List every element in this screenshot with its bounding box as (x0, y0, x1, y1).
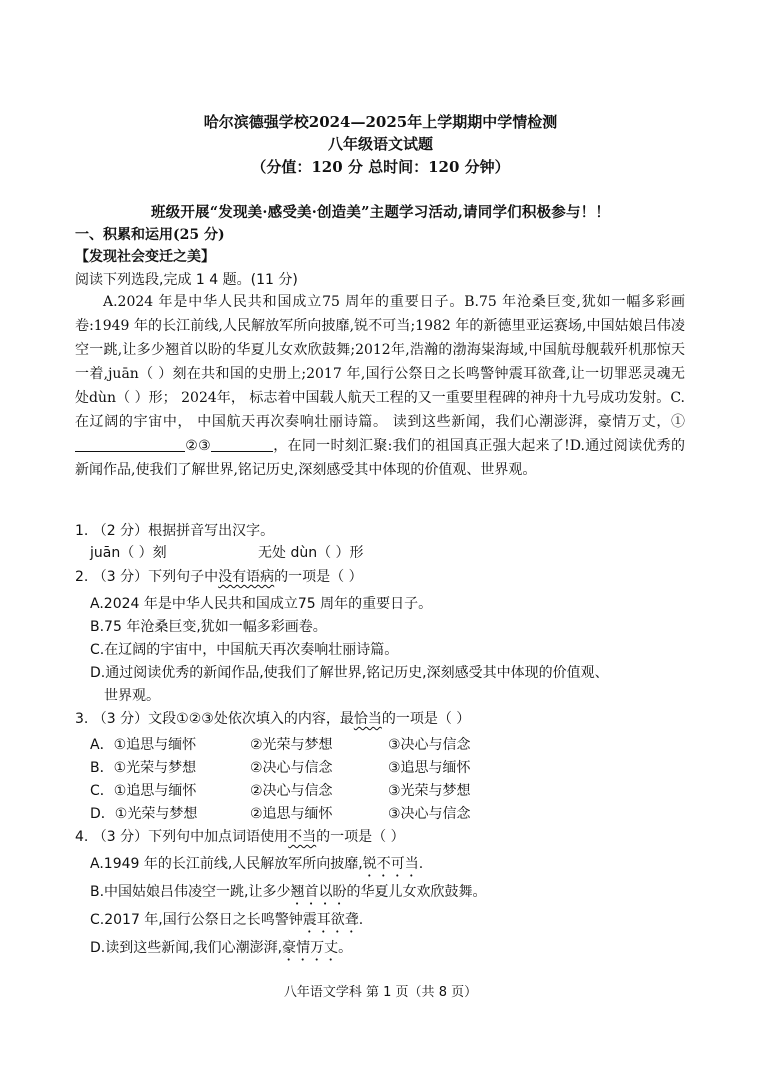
q3-option-b[interactable]: B．①光荣与梦想 (90, 760, 197, 776)
section-subtitle: 【发现社会变迁之美】 (75, 249, 215, 265)
q2-option-a[interactable]: A.2024 年是中华人民共和国成立75 周年的重要日子。 (90, 596, 433, 612)
q3-option-c-3: ③光荣与梦想 (388, 783, 471, 799)
q2-option-b[interactable]: B.75 年沧桑巨变,犹如一幅多彩画卷。 (90, 619, 327, 635)
passage-part-1: A.2024 年是中华人民共和国成立75 周年的重要日子。B.75 年沧桑巨变,犹如一幅多彩画卷:1949 年的长江前线,人民解放军所向披靡,锐不可当;1982 年的新德里亚运赛场,中国姑娘吕伟凌空一跳,让多少翘首以盼的华夏儿女欢欣鼓舞;2012年,浩瀚的渤海粜海域,中国航母舰载歼机那惊天一着, (75, 294, 685, 382)
q3-option-d-2: ②追思与缅怀 (250, 806, 333, 822)
score-info: （分值：120 分 总时间：120 分钟） (251, 158, 510, 176)
q3-option-b-2: ②决心与信念 (250, 760, 333, 776)
q4-option-c[interactable]: C.2017 年,国行公祭日之长鸣警钟震耳欲聋. (90, 912, 364, 928)
q4-stem: 4. （3 分）下列句中加点词语使用不当的一项是（ ） (75, 829, 405, 845)
q2-stem: 2. （3 分）下列句子中没有语病的一项是（ ） (75, 569, 363, 585)
q3-option-d-3: ③决心与信念 (388, 806, 471, 822)
section-title: 一、积累和运用(25 分) (75, 227, 225, 243)
passage-part-2: 刻在共和国的史册上;2017 年,国行公祭日之长鸣警钟震耳欲聋,让一切罪恶灵魂无处 (75, 366, 686, 406)
q3-option-b-3: ③追思与缅怀 (388, 760, 471, 776)
q3-option-a[interactable]: A．①追思与缅怀 (90, 737, 197, 753)
q1-answer-dun[interactable]: 无处 dùn（ ）形 (258, 545, 364, 561)
q1-stem: 1. （2 分）根据拼音写出汉字。 (75, 523, 275, 539)
q4-b-dotted: 翘首以盼 (290, 884, 347, 900)
q4-c-dotted: 震耳欲聋 (302, 912, 359, 928)
q3-stem: 3. （3 分）文段①②③处依次填入的内容，最恰当的一项是（ ） (75, 711, 471, 727)
blank-1[interactable] (75, 437, 185, 452)
q3-option-c[interactable]: C．①追思与缅怀 (90, 783, 197, 799)
activity-theme: 班级开展“发现美·感受美·创造美”主题学习活动,请同学们积极参与！！ (150, 204, 611, 221)
q4-d-dotted: 豪情万丈 (282, 940, 339, 956)
q2-option-c[interactable]: C.在辽阔的宇宙中，中国航天再次奏响壮丽诗篇。 (90, 642, 399, 658)
page-footer: 八年语文学科 第 1 页（共 8 页） (283, 985, 478, 1000)
passage-part-4: ，在同一时刻汇聚:我们的祖国真正强大起来了!D.通过阅读优秀的新闻作品,使我们了解世界,铭记历史,深刻感受其中体现的价值观、世界观。 (75, 438, 685, 478)
subject-title: 八年级语文试题 (327, 135, 433, 153)
passage-part-3: 形； 2024年， 标志着中国载人航天工程的又一重要里程碑的神舟十九号成功发射。C.在辽阔的宇宙中， 中国航天再次奏响壮丽诗篇。 读到这些新闻，我们心潮澎湃，豪情万丈，① (75, 390, 685, 430)
q4-option-b[interactable]: B.中国姑娘吕伟凌空一跳,让多少翘首以盼的华夏儿女欢欣鼓舞。 (90, 884, 487, 900)
q1-answer-juan[interactable]: juān（ ）刻 (90, 545, 167, 561)
blank-3[interactable] (211, 437, 273, 452)
school-title: 哈尔滨德强学校2024—2025年上学期期中学情检测 (203, 113, 558, 131)
reading-passage (75, 290, 685, 482)
q4-emphasis: 不当 (288, 829, 317, 845)
pinyin-blank-dun[interactable]: dùn（ ） (89, 390, 149, 406)
q2-emphasis: 没有语病 (218, 569, 275, 585)
q3-option-a-3: ③决心与信念 (388, 737, 471, 753)
q2-option-d[interactable]: D.通过阅读优秀的新闻作品,使我们了解世界,铭记历史,深刻感受其中体现的价值观、 (90, 665, 609, 681)
q3-option-a-2: ②光荣与梦想 (250, 737, 333, 753)
reading-instruction: 阅读下列选段,完成 1 4 题。(11 分) (75, 272, 298, 288)
q3-emphasis: 恰当 (353, 711, 382, 727)
q3-option-c-2: ②决心与信念 (250, 783, 333, 799)
q2-option-d-cont: 世界观。 (104, 688, 160, 704)
marker-3: ③ (198, 438, 211, 454)
marker-2: ② (185, 438, 199, 454)
q4-a-dotted: 锐不可当 (362, 856, 419, 872)
q4-option-d[interactable]: D.读到这些新闻,我们心潮澎湃,豪情万丈。 (90, 940, 353, 956)
pinyin-blank-juan[interactable]: juān（ ） (108, 366, 173, 382)
q3-option-d[interactable]: D．①光荣与梦想 (90, 806, 198, 822)
q4-option-a[interactable]: A.1949 年的长江前线,人民解放军所向披靡,锐不可当. (90, 856, 424, 872)
